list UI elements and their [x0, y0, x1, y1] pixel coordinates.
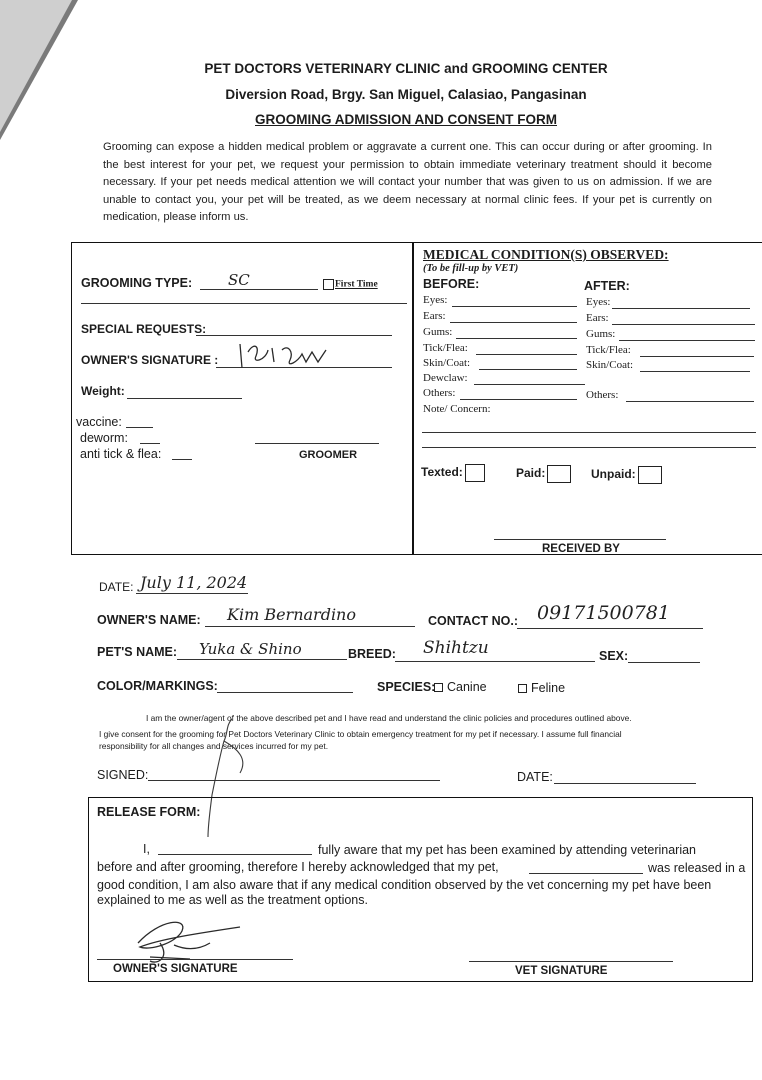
after-item-label: Ears: — [586, 312, 609, 324]
feline-checkbox[interactable] — [518, 684, 527, 693]
consent-date-label: DATE: — [517, 770, 553, 784]
special-requests-line[interactable] — [196, 335, 392, 336]
species-label: SPECIES: — [377, 680, 436, 694]
release-line-2-post: was released in a — [648, 861, 746, 875]
consent-line-3: responsibility for all changes and services incurred for my pet. — [99, 741, 329, 751]
before-item-line[interactable] — [452, 306, 577, 307]
clinic-name: PET DOCTORS VETERINARY CLINIC and GROOMING CENTER — [204, 61, 608, 76]
owner-name-value: Kim Bernardino — [227, 605, 356, 624]
canine-label: Canine — [447, 680, 487, 694]
before-item-label: Others: — [423, 387, 456, 399]
release-pet-line[interactable] — [529, 873, 643, 874]
after-item-line[interactable] — [612, 308, 750, 309]
groomer-label: GROOMER — [299, 449, 358, 461]
note-label: Note/ Concern: — [423, 403, 491, 415]
after-item-label: Skin/Coat: — [586, 359, 634, 371]
anti-tick-line[interactable] — [172, 459, 192, 460]
medical-title: MEDICAL CONDITION(S) OBSERVED: — [423, 247, 669, 262]
before-item-label: Gums: — [423, 326, 453, 338]
before-item-label: Dewclaw: — [423, 372, 468, 384]
grooming-type-line[interactable] — [200, 289, 318, 290]
species-canine-option[interactable] — [434, 680, 487, 694]
before-item-label: Skin/Coat: — [423, 357, 471, 369]
color-line[interactable] — [217, 692, 353, 693]
first-time-option[interactable] — [323, 279, 378, 290]
form-title: GROOMING ADMISSION AND CONSENT FORM — [255, 112, 557, 127]
release-line-2-pre: before and after grooming, therefore I hereby acknowledged that my pet, — [97, 860, 499, 874]
before-item-line[interactable] — [450, 322, 577, 323]
before-item-line[interactable] — [476, 354, 577, 355]
owner-name-label: OWNER'S NAME: — [97, 613, 201, 627]
color-label: COLOR/MARKINGS: — [97, 679, 218, 693]
consent-line-1: I am the owner/agent of the above described pet and I have read and understand the clinic policies and procedures outlined above. — [146, 713, 632, 723]
after-item-line[interactable] — [619, 340, 755, 341]
before-item-label: Tick/Flea: — [423, 342, 468, 354]
box-divider — [412, 243, 414, 554]
signed-line[interactable] — [148, 780, 440, 781]
grooming-extra-line[interactable] — [81, 303, 407, 304]
pet-name-label: PET'S NAME: — [97, 645, 178, 659]
breed-value: Shihtzu — [423, 638, 489, 658]
release-owner-signature-label: OWNER'S SIGNATURE — [113, 963, 238, 975]
date-label: DATE: — [99, 580, 134, 594]
pet-name-value: Yuka & Shino — [199, 640, 302, 658]
note-line-2[interactable] — [422, 447, 756, 448]
vet-signature-label: VET SIGNATURE — [515, 965, 608, 977]
breed-label: BREED: — [348, 647, 396, 661]
canine-checkbox[interactable] — [434, 683, 443, 692]
before-label: BEFORE: — [423, 277, 480, 291]
species-feline-option[interactable] — [518, 681, 565, 695]
before-item-line[interactable] — [474, 384, 585, 385]
paid-label: Paid: — [516, 466, 546, 481]
special-requests-label: SPECIAL REQUESTS: — [81, 322, 207, 336]
feline-label: Feline — [531, 681, 566, 695]
weight-label: Weight: — [81, 384, 125, 398]
received-by-line[interactable] — [494, 539, 666, 540]
deworm-label: deworm: — [80, 431, 128, 445]
sex-line[interactable] — [628, 662, 700, 663]
texted-checkbox[interactable] — [465, 464, 485, 482]
owner-name-line[interactable] — [205, 626, 415, 627]
release-name-line[interactable] — [158, 854, 312, 855]
vaccine-label: vaccine: — [76, 415, 122, 429]
before-item-label: Ears: — [423, 310, 446, 322]
consent-line-2: I give consent for the grooming for Pet Doctors Veterinary Clinic to obtain emergency treatment for my pet if necessary. I assume full financial — [99, 729, 622, 739]
after-item-label: Tick/Flea: — [586, 344, 631, 356]
after-label: AFTER: — [584, 279, 630, 293]
medical-subtitle: (To be fill-up by VET) — [423, 263, 519, 274]
release-line-4: explained to me as well as the treatment options. — [97, 893, 368, 907]
unpaid-label: Unpaid: — [591, 467, 636, 482]
before-item-label: Eyes: — [423, 294, 448, 306]
clinic-address: Diversion Road, Brgy. San Miguel, Calasiao, Pangasinan — [225, 87, 587, 102]
note-line-1[interactable] — [422, 432, 756, 433]
first-time-label: First Time — [335, 279, 378, 290]
after-item-label: Eyes: — [586, 296, 611, 308]
release-title: RELEASE FORM: — [97, 805, 201, 819]
before-item-line[interactable] — [479, 369, 577, 370]
vaccine-line[interactable] — [126, 427, 153, 428]
date-value: July 11, 2024 — [140, 573, 248, 592]
unpaid-checkbox[interactable] — [638, 466, 662, 484]
after-item-label: Others: — [586, 389, 619, 401]
texted-label: Texted: — [421, 465, 463, 480]
before-item-line[interactable] — [460, 399, 577, 400]
anti-tick-label: anti tick & flea: — [80, 447, 162, 461]
owner-signature-label: OWNER'S SIGNATURE : — [81, 353, 219, 367]
first-time-checkbox[interactable] — [323, 279, 334, 290]
received-by-label: RECEIVED BY — [542, 543, 620, 555]
breed-line[interactable] — [395, 661, 595, 662]
release-line-1-post: fully aware that my pet has been examined by attending veterinarian — [318, 843, 697, 857]
unpaid-option[interactable] — [591, 466, 662, 484]
after-item-label: Gums: — [586, 328, 616, 340]
weight-line[interactable] — [127, 398, 242, 399]
pet-name-line[interactable] — [177, 659, 347, 660]
sex-label: SEX: — [599, 649, 629, 663]
consent-date-line[interactable] — [554, 783, 696, 784]
texted-option[interactable] — [421, 464, 485, 482]
owner-signature-scribble — [236, 340, 336, 375]
after-item-line[interactable] — [640, 371, 750, 372]
grooming-type-value: SC — [228, 271, 250, 289]
intro-paragraph: Grooming can expose a hidden medical problem or aggravate a current one. This can occur during or after grooming. In the best interest for your pet, we request your permission to obtain immediate veterinary treatment should it become necessary. If your pet needs medical attention we will contact your number that was given to us on admission. If we are unable to contact you, your pet will be treated, as we deem necessary at normal clinic fees. If your pet is currently on medication, please inform us. — [103, 141, 712, 224]
paid-option[interactable] — [516, 465, 571, 483]
date-line[interactable] — [136, 593, 248, 594]
grooming-type-label: GROOMING TYPE: — [81, 276, 193, 290]
release-owner-signature-line[interactable] — [97, 959, 293, 960]
contact-value: 09171500781 — [537, 602, 670, 624]
release-line-1-pre: I, — [143, 842, 150, 856]
vet-signature-line[interactable] — [469, 961, 673, 962]
before-item-line[interactable] — [456, 338, 577, 339]
contact-label: CONTACT NO.: — [428, 614, 519, 628]
groomer-signature-line[interactable] — [255, 443, 379, 444]
paid-checkbox[interactable] — [547, 465, 571, 483]
release-line-3: good condition, I am also aware that if any medical condition observed by the vet concerning my pet have been — [97, 878, 712, 892]
after-item-line[interactable] — [612, 324, 755, 325]
contact-line[interactable] — [517, 628, 703, 629]
signed-label: SIGNED: — [97, 768, 149, 782]
after-item-line[interactable] — [640, 356, 754, 357]
deworm-line[interactable] — [140, 443, 160, 444]
after-item-line[interactable] — [626, 401, 754, 402]
